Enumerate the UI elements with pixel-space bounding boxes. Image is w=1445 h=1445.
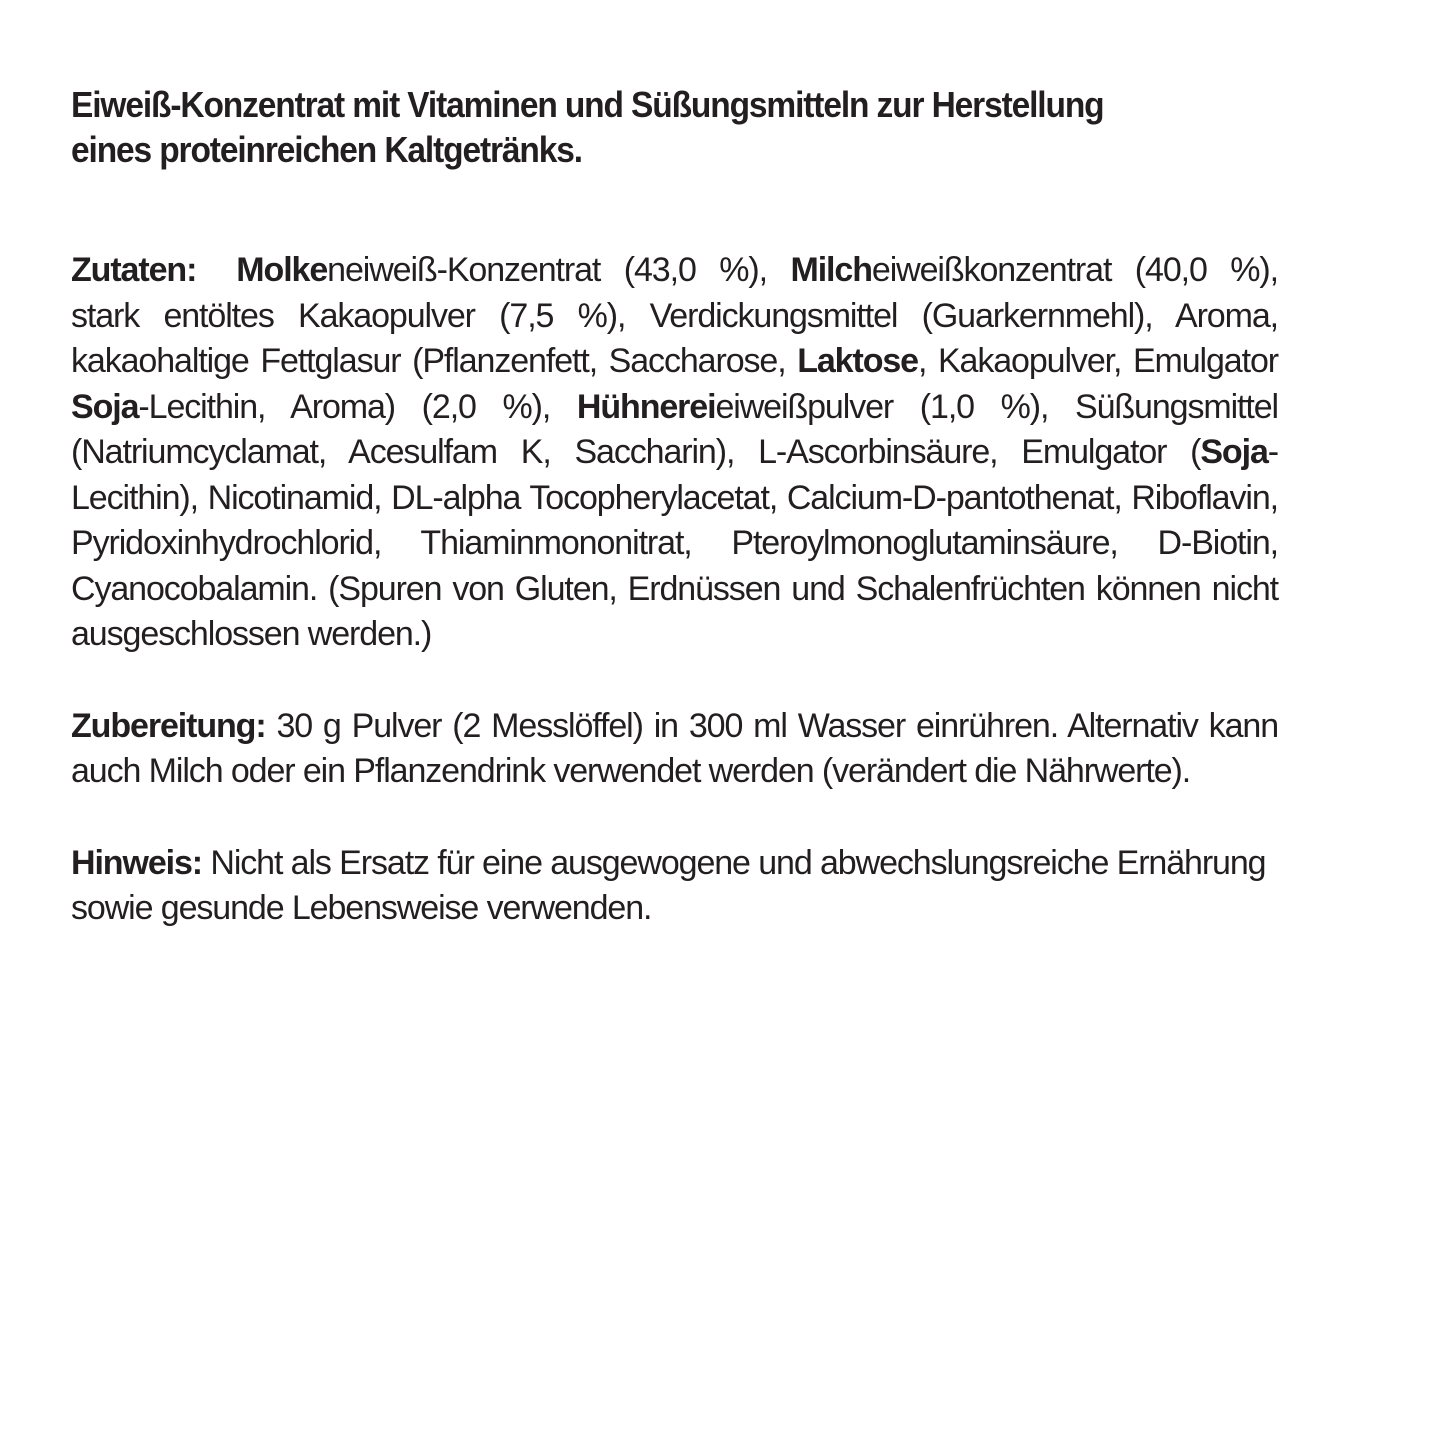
allergen-soy-1: Soja [71,387,139,426]
note-label: Hinweis: [71,843,203,882]
note-paragraph [71,841,1278,932]
allergen-soy-2: Soja [1200,433,1268,471]
ingredients-text-6: -Lecithin), Nicotinamid, DL-alpha Tocopherylacetat, Calcium-D-pantothenat, Riboflavin, Pyridoxinhydrochlorid, Thiaminmononitrat, Pteroylmonoglutaminsäure, D-Biotin, Cyanocobalamin. (Spuren von Gluten, Erdnüssen und Schalenfrüchten können nicht ausgeschlossen werden.) [71,433,1278,653]
ingredients-text-5: eiweißpulver (1,0 %), Süßungsmittel (Natriumcyclamat, Acesulfam K, Saccharin), L-Ascorbinsäure, Emulgator ( [71,387,1279,471]
ingredients-paragraph [71,248,1278,658]
ingredients-label: Zutaten: [71,251,197,289]
note-text: Nicht als Ersatz für eine ausgewogene und abwechslungsreiche Ernährung sowie gesunde Lebensweise verwenden. [71,843,1266,927]
product-title-line-2: eines proteinreichen Kaltgetränks. [71,129,582,170]
preparation-paragraph [71,704,1278,795]
preparation-label: Zubereitung: [71,706,266,745]
allergen-lactose: Laktose [797,342,918,380]
product-title [71,82,1280,172]
allergen-egg: Hühnerei [576,387,716,426]
allergen-milk: Milch [790,251,872,289]
ingredients-text-4: -Lecithin, Aroma) (2,0 %), [138,387,577,426]
product-title-line-1: Eiweiß-Konzentrat mit Vitaminen und Süßungsmitteln zur Herstellung [71,84,1104,125]
product-label-text [71,82,1278,932]
ingredients-text-1: neiweiß-Konzentrat (43,0 %), [327,251,791,289]
allergen-whey: Molke [236,251,328,289]
preparation-text: 30 g Pulver (2 Messlöffel) in 300 ml Wasser einrühren. Alternativ kann auch Milch oder ein Pflanzendrink verwendet werden (verändert die Nährwerte). [71,706,1278,790]
ingredients-text-2: eiweißkonzentrat (40,0 %), stark entöltes Kakaopulver (7,5 %), Verdickungsmittel (Guarkernmehl), Aroma, kakaohaltige Fettglasur (Pflanzenfett, Saccharose, [71,251,1278,380]
ingredients-text-3: , Kakaopulver, Emulgator [917,342,1278,380]
